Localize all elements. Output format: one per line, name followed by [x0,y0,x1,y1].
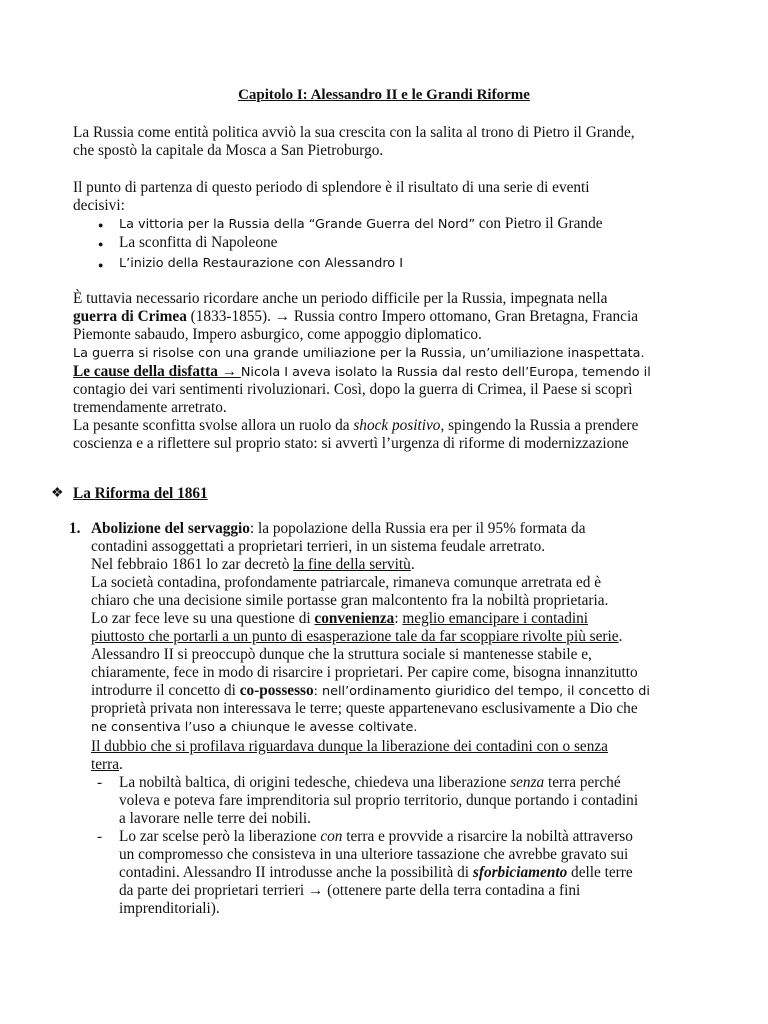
crimea-line-8: La pesante sconfitta svolse allora un ruolo da shock positivo, spingendo la Russia a prendere [73,417,639,434]
dash2-line-1: Lo zar scelse però la liberazione con terra e provvide a risarcire la nobiltà attraverso [119,828,633,845]
chapter-title: Capitolo I: Alessandro II e le Grandi Riforme [238,87,530,103]
bullet-icon: ● [98,239,104,249]
item1-line-13: Il dubbio che si profilava riguardava dunque la liberazione dei contadini con o senza [91,738,608,755]
bullet-item-1: La vittoria per la Russia della “Grande Guerra del Nord” con Pietro il Grande [119,215,603,232]
dash1-line-2: voleva e poteva fare imprenditoria sul proprio territorio, dunque portando i contadini [119,792,639,809]
bullet-item-2: La sconfitta di Napoleone [119,234,278,251]
item1-line-8: Alessandro II si preoccupò dunque che la struttura sociale si mantenesse stabile e, [91,646,592,663]
item1-line-7: piuttosto che portarli a un punto di esasperazione tale da far scoppiare rivolte più serie. [91,628,623,645]
bullet-icon: ● [98,220,104,230]
dash-bullet: - [97,828,103,845]
item1-line-9: chiaramente, fece in modo di risarcire i proprietari. Per capire come, bisogna innanzitutto [91,664,638,681]
crimea-line-4: La guerra si risolse con una grande umiliazione per la Russia, un’umiliazione inaspettata. [73,346,645,361]
item1-line-12: ne consentiva l’uso a chiunque le avesse coltivate. [91,720,418,735]
crimea-line-3: Piemonte sabaudo, Impero asburgico, come appoggio diplomatico. [73,326,482,343]
crimea-line-2: guerra di Crimea (1833-1855). → Russia contro Impero ottomano, Gran Bretagna, Francia [73,308,639,325]
item1-line-1: Abolizione del servaggio: la popolazione della Russia era per il 95% formata da [91,520,586,537]
crimea-line-9: coscienza e a riflettere sul proprio stato: si avvertì l’urgenza di riforme di modernizzazione [73,435,629,452]
bullet-item-3: L’inizio della Restaurazione con Alessandro I [119,256,403,271]
section-heading: La Riforma del 1861 [73,485,208,502]
item1-line-3: Nel febbraio 1861 lo zar decretò la fine della servitù. [91,556,415,573]
crimea-line-5: Le cause della disfatta → Nicola I aveva isolato la Russia dal resto dell’Europa, temendo il [73,363,651,380]
bullet-icon: ● [98,260,104,270]
item1-line-5: chiaro che una decisione simile portasse gran malcontento fra la nobiltà proprietaria. [91,592,609,609]
intro-line-1: La Russia come entità politica avviò la sua crescita con la salita al trono di Pietro il Grande, [73,124,635,141]
intro-line-2: che spostò la capitale da Mosca a San Pietroburgo. [73,142,384,159]
partenza-line-2: decisivi: [73,197,125,214]
crimea-line-1: È tuttavia necessario ricordare anche un periodo difficile per la Russia, impegnata nella [73,290,608,307]
item1-line-11: proprietà privata non interessava le terre; queste appartenevano esclusivamente a Dio che [91,700,638,717]
dash-bullet: - [97,774,103,791]
diamond-bullet-icon: ❖ [51,486,64,501]
dash1-line-1: La nobiltà baltica, di origini tedesche, chiedeva una liberazione senza terra perché [119,774,621,791]
item1-line-10: introdurre il concetto di co-possesso: nell’ordinamento giuridico del tempo, il concetto di [91,682,650,699]
dash2-line-2: un compromesso che consisteva in una ulteriore tassazione che avrebbe gravato sui [119,846,629,863]
item1-line-6: Lo zar fece leve su una questione di convenienza: meglio emancipare i contadini [91,610,589,627]
dash2-line-5: imprenditoriali). [119,900,220,917]
item1-line-14: terra. [91,756,123,773]
dash1-line-3: a lavorare nelle terre dei nobili. [119,810,311,827]
partenza-line-1: Il punto di partenza di questo periodo di splendore è il risultato di una serie di eventi [73,179,590,196]
crimea-line-7: tremendamente arretrato. [73,399,227,416]
list-number: 1. [69,520,81,537]
item1-line-2: contadini assoggettati a proprietari terrieri, in un sistema feudale arretrato. [91,538,546,555]
dash2-line-4: da parte dei proprietari terrieri → (ottenere parte della terra contadina a fini [119,882,581,899]
dash2-line-3: contadini. Alessandro II introdusse anche la possibilità di sforbiciamento delle terre [119,864,633,881]
crimea-line-6: contagio dei vari sentimenti rivoluzionari. Così, dopo la guerra di Crimea, il Paese si scoprì [73,381,633,398]
item1-line-4: La società contadina, profondamente patriarcale, rimaneva comunque arretrata ed è [91,574,602,591]
